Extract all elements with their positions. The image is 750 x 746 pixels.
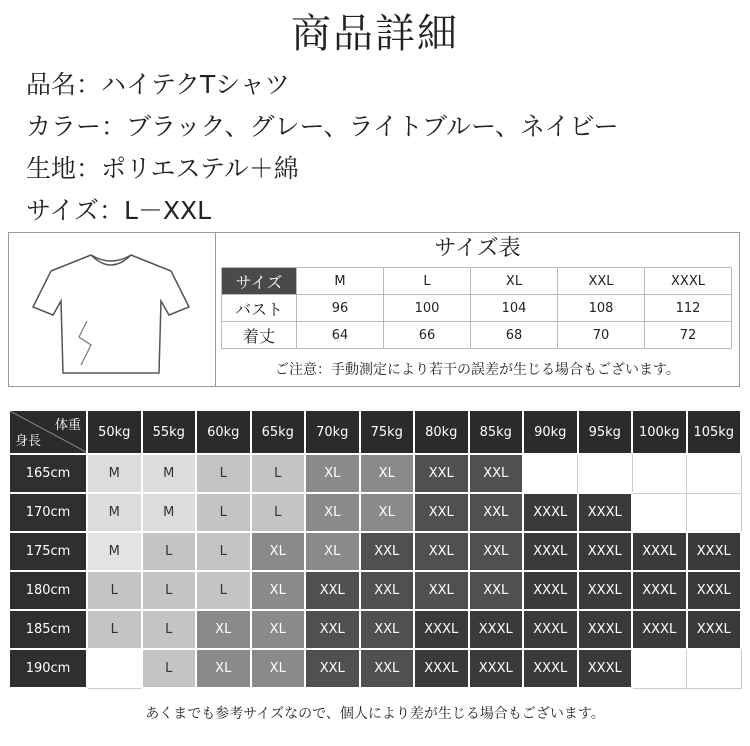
page-title: 商品詳細	[291, 11, 459, 57]
size-recommendation-cell: M	[87, 493, 142, 532]
size-recommendation-cell: XXL	[360, 571, 415, 610]
size-cell: 112	[645, 295, 732, 322]
size-recommendation-cell: XXL	[414, 493, 469, 532]
spec-list	[26, 64, 619, 232]
size-recommendation-cell: XXL	[305, 649, 360, 688]
size-recommendation-cell: XXXL	[578, 532, 633, 571]
size-recommendation-cell: L	[142, 610, 197, 649]
size-cell: 66	[384, 322, 471, 349]
size-chart-box	[8, 232, 740, 387]
size-cell: 70	[558, 322, 645, 349]
grid-row	[9, 532, 741, 571]
size-recommendation-cell: XL	[360, 454, 415, 493]
size-recommendation-cell: XXXL	[523, 649, 578, 688]
size-recommendation-cell: XL	[251, 532, 306, 571]
size-header-cell: L	[384, 268, 471, 295]
size-recommendation-cell: XXL	[305, 610, 360, 649]
weight-header-cell: 70kg	[305, 410, 360, 454]
size-table-header	[222, 268, 732, 295]
size-recommendation-cell: XXXL	[687, 571, 742, 610]
size-cell: 64	[297, 322, 384, 349]
height-row-label: 165cm	[9, 454, 87, 493]
grid-corner	[9, 410, 87, 454]
size-recommendation-cell: L	[196, 571, 251, 610]
size-row-label: 着丈	[222, 322, 297, 349]
size-recommendation-cell: XXXL	[578, 571, 633, 610]
size-recommendation-cell	[687, 649, 742, 688]
size-recommendation-cell: XXXL	[687, 610, 742, 649]
weight-header-cell: 95kg	[578, 410, 633, 454]
size-recommendation-cell: XXL	[414, 454, 469, 493]
spec-sizes: サイズ：L－XXL	[26, 196, 212, 225]
size-cell: 68	[471, 322, 558, 349]
grid-header-row	[9, 410, 741, 454]
size-recommendation-grid	[8, 409, 742, 689]
grid-row	[9, 571, 741, 610]
size-recommendation-cell: L	[196, 532, 251, 571]
size-header-label: サイズ	[222, 268, 297, 295]
size-recommendation-cell	[87, 649, 142, 688]
height-row-label: 175cm	[9, 532, 87, 571]
size-recommendation-cell: XXL	[360, 649, 415, 688]
size-recommendation-cell: M	[87, 454, 142, 493]
size-cell: 104	[471, 295, 558, 322]
spec-product-name: 品名：ハイテクTシャツ	[26, 70, 290, 99]
size-recommendation-cell: M	[142, 493, 197, 532]
size-recommendation-cell: XXL	[305, 571, 360, 610]
size-recommendation-cell: XL	[305, 532, 360, 571]
height-row-label: 185cm	[9, 610, 87, 649]
shirt-illustration	[9, 233, 216, 386]
size-recommendation-cell: XXXL	[414, 610, 469, 649]
size-recommendation-cell: XXXL	[578, 649, 633, 688]
size-recommendation-cell	[687, 493, 742, 532]
measurement-note: ご注意：手動測定により若干の誤差が生じる場合もございます。	[275, 362, 680, 378]
weight-header-cell: 90kg	[523, 410, 578, 454]
weight-header-cell: 55kg	[142, 410, 197, 454]
size-recommendation-cell	[523, 454, 578, 493]
size-recommendation-cell: XXXL	[578, 493, 633, 532]
height-row-label: 180cm	[9, 571, 87, 610]
size-recommendation-cell: L	[196, 493, 251, 532]
size-recommendation-cell: XXXL	[469, 610, 524, 649]
weight-header-cell: 75kg	[360, 410, 415, 454]
size-recommendation-cell: XL	[196, 649, 251, 688]
size-recommendation-cell	[632, 454, 687, 493]
size-recommendation-cell: XXXL	[632, 571, 687, 610]
size-recommendation-cell: XXL	[469, 571, 524, 610]
grid-row	[9, 454, 741, 493]
size-recommendation-cell: XL	[360, 493, 415, 532]
size-recommendation-cell: XXL	[360, 532, 415, 571]
size-recommendation-cell	[578, 454, 633, 493]
size-recommendation-cell: L	[142, 532, 197, 571]
size-recommendation-cell: L	[142, 571, 197, 610]
tshirt-icon	[21, 241, 201, 381]
size-recommendation-cell: XXXL	[523, 571, 578, 610]
grid-row	[9, 649, 741, 688]
weight-header-cell: 60kg	[196, 410, 251, 454]
size-table-row	[222, 322, 732, 349]
grid-row	[9, 493, 741, 532]
size-header-cell: XL	[471, 268, 558, 295]
size-recommendation-cell: L	[251, 493, 306, 532]
size-recommendation-cell	[632, 493, 687, 532]
size-recommendation-cell: M	[87, 532, 142, 571]
weight-header-cell: 85kg	[469, 410, 524, 454]
size-recommendation-cell: XL	[251, 571, 306, 610]
weight-header-cell: 100kg	[632, 410, 687, 454]
size-recommendation-cell: XXL	[469, 454, 524, 493]
grid-row	[9, 610, 741, 649]
size-cell: 72	[645, 322, 732, 349]
size-recommendation-cell	[687, 454, 742, 493]
size-recommendation-cell: XXXL	[687, 532, 742, 571]
size-cell: 100	[384, 295, 471, 322]
size-recommendation-cell: XL	[196, 610, 251, 649]
size-recommendation-cell: XXL	[360, 610, 415, 649]
size-recommendation-cell: L	[87, 571, 142, 610]
size-recommendation-cell: L	[87, 610, 142, 649]
size-recommendation-cell: XXXL	[523, 610, 578, 649]
size-recommendation-cell: L	[142, 649, 197, 688]
size-table	[221, 267, 732, 349]
size-recommendation-cell: L	[196, 454, 251, 493]
size-header-cell: M	[297, 268, 384, 295]
size-recommendation-cell: XXL	[414, 571, 469, 610]
spec-colors: カラー：ブラック、グレー、ライトブルー、ネイビー	[26, 112, 619, 141]
footnote: あくまでも参考サイズなので、個人により差が生じる場合もございます。	[145, 706, 605, 722]
size-row-label: バスト	[222, 295, 297, 322]
height-row-label: 190cm	[9, 649, 87, 688]
size-cell: 108	[558, 295, 645, 322]
height-axis-label: 身長	[15, 434, 42, 449]
spec-fabric: 生地：ポリエステル＋綿	[26, 154, 299, 183]
weight-header-cell: 65kg	[251, 410, 306, 454]
size-recommendation-cell	[632, 649, 687, 688]
size-recommendation-cell: XL	[251, 610, 306, 649]
size-table-row	[222, 295, 732, 322]
size-header-cell: XXXL	[645, 268, 732, 295]
size-cell: 96	[297, 295, 384, 322]
size-recommendation-cell: XXXL	[523, 493, 578, 532]
size-recommendation-cell: XXXL	[469, 649, 524, 688]
size-recommendation-cell: XXXL	[632, 532, 687, 571]
weight-header-cell: 80kg	[414, 410, 469, 454]
weight-header-cell: 50kg	[87, 410, 142, 454]
size-recommendation-cell: XXXL	[523, 532, 578, 571]
size-recommendation-cell: XXXL	[414, 649, 469, 688]
size-recommendation-cell: XL	[305, 493, 360, 532]
size-recommendation-cell: XXL	[469, 493, 524, 532]
size-header-cell: XXL	[558, 268, 645, 295]
size-recommendation-cell: M	[142, 454, 197, 493]
size-recommendation-cell: XL	[305, 454, 360, 493]
size-recommendation-cell: XXXL	[578, 610, 633, 649]
weight-header-cell: 105kg	[687, 410, 742, 454]
size-recommendation-cell: XL	[251, 649, 306, 688]
size-table-title: サイズ表	[434, 236, 521, 261]
size-recommendation-cell: XXL	[414, 532, 469, 571]
size-recommendation-cell: XXXL	[632, 610, 687, 649]
size-recommendation-cell: L	[251, 454, 306, 493]
size-recommendation-cell: XXL	[469, 532, 524, 571]
weight-axis-label: 体重	[54, 418, 81, 433]
height-row-label: 170cm	[9, 493, 87, 532]
